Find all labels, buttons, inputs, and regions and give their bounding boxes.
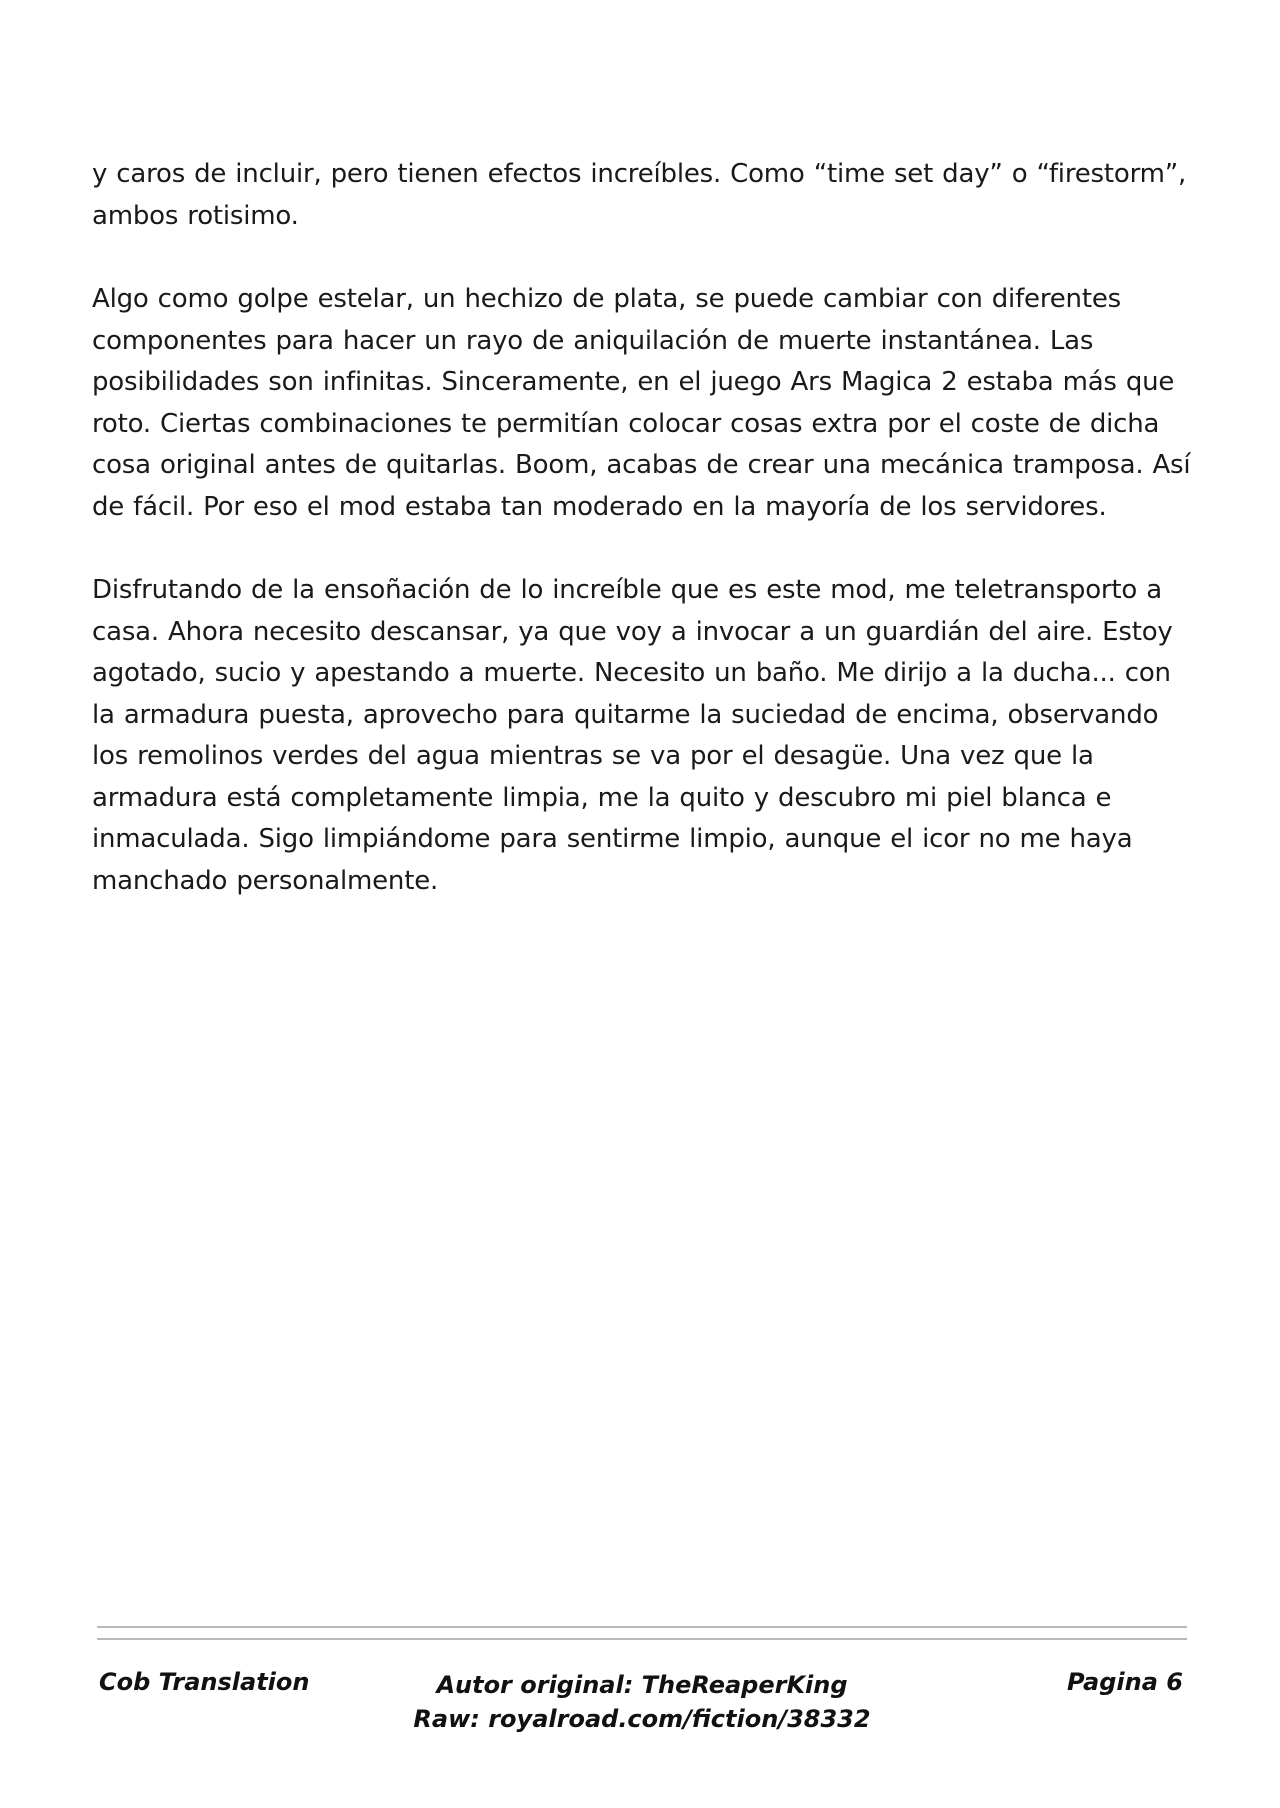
body-text <box>92 154 1202 944</box>
footer-divider-top <box>97 1626 1187 1628</box>
footer-divider-bottom <box>97 1638 1187 1640</box>
paragraph: Algo como golpe estelar, un hechizo de plata, se puede cambiar con diferentes componentes para hacer un rayo de aniquilación de muerte instantánea. Las posibilidades son infinitas. Sinceramente, en el juego Ars Magica 2 estaba más que roto. Ciertas combinaciones te permitían colocar cosas extra por el coste de dicha cosa original antes de quitarlas. Boom, acabas de crear una mecánica tramposa. Así de fácil. Por eso el mod estaba tan moderado en la mayoría de los servidores. <box>92 284 1191 522</box>
page-footer <box>97 1668 1187 1748</box>
footer-credits <box>97 1668 1187 1736</box>
footer-translator: Cob Translation <box>99 1668 310 1696</box>
footer-raw-source: Raw: royalroad.com/fiction/38332 <box>413 1705 871 1733</box>
paragraph: y caros de incluir, pero tienen efectos increíbles. Como “time set day” o “firestorm”, ambos rotisimo. <box>92 159 1187 231</box>
footer-author: Autor original: TheReaperKing <box>436 1671 848 1699</box>
page-number: Pagina 6 <box>1067 1668 1183 1696</box>
paragraph: Disfrutando de la ensoñación de lo increíble que es este mod, me teletransporto a casa. Ahora necesito descansar, ya que voy a invocar a un guardián del aire. Estoy agotado, sucio y apestando a muerte. Necesito un baño. Me dirijo a la ducha... con la armadura puesta, aprovecho para quitarme la suciedad de encima, observando los remolinos verdes del agua mientras se va por el desagüe. Una vez que la armadura está completamente limpia, me la quito y descubro mi piel blanca e inmaculada. Sigo limpiándome para sentirme limpio, aunque el icor no me haya manchado personalmente. <box>92 575 1173 896</box>
